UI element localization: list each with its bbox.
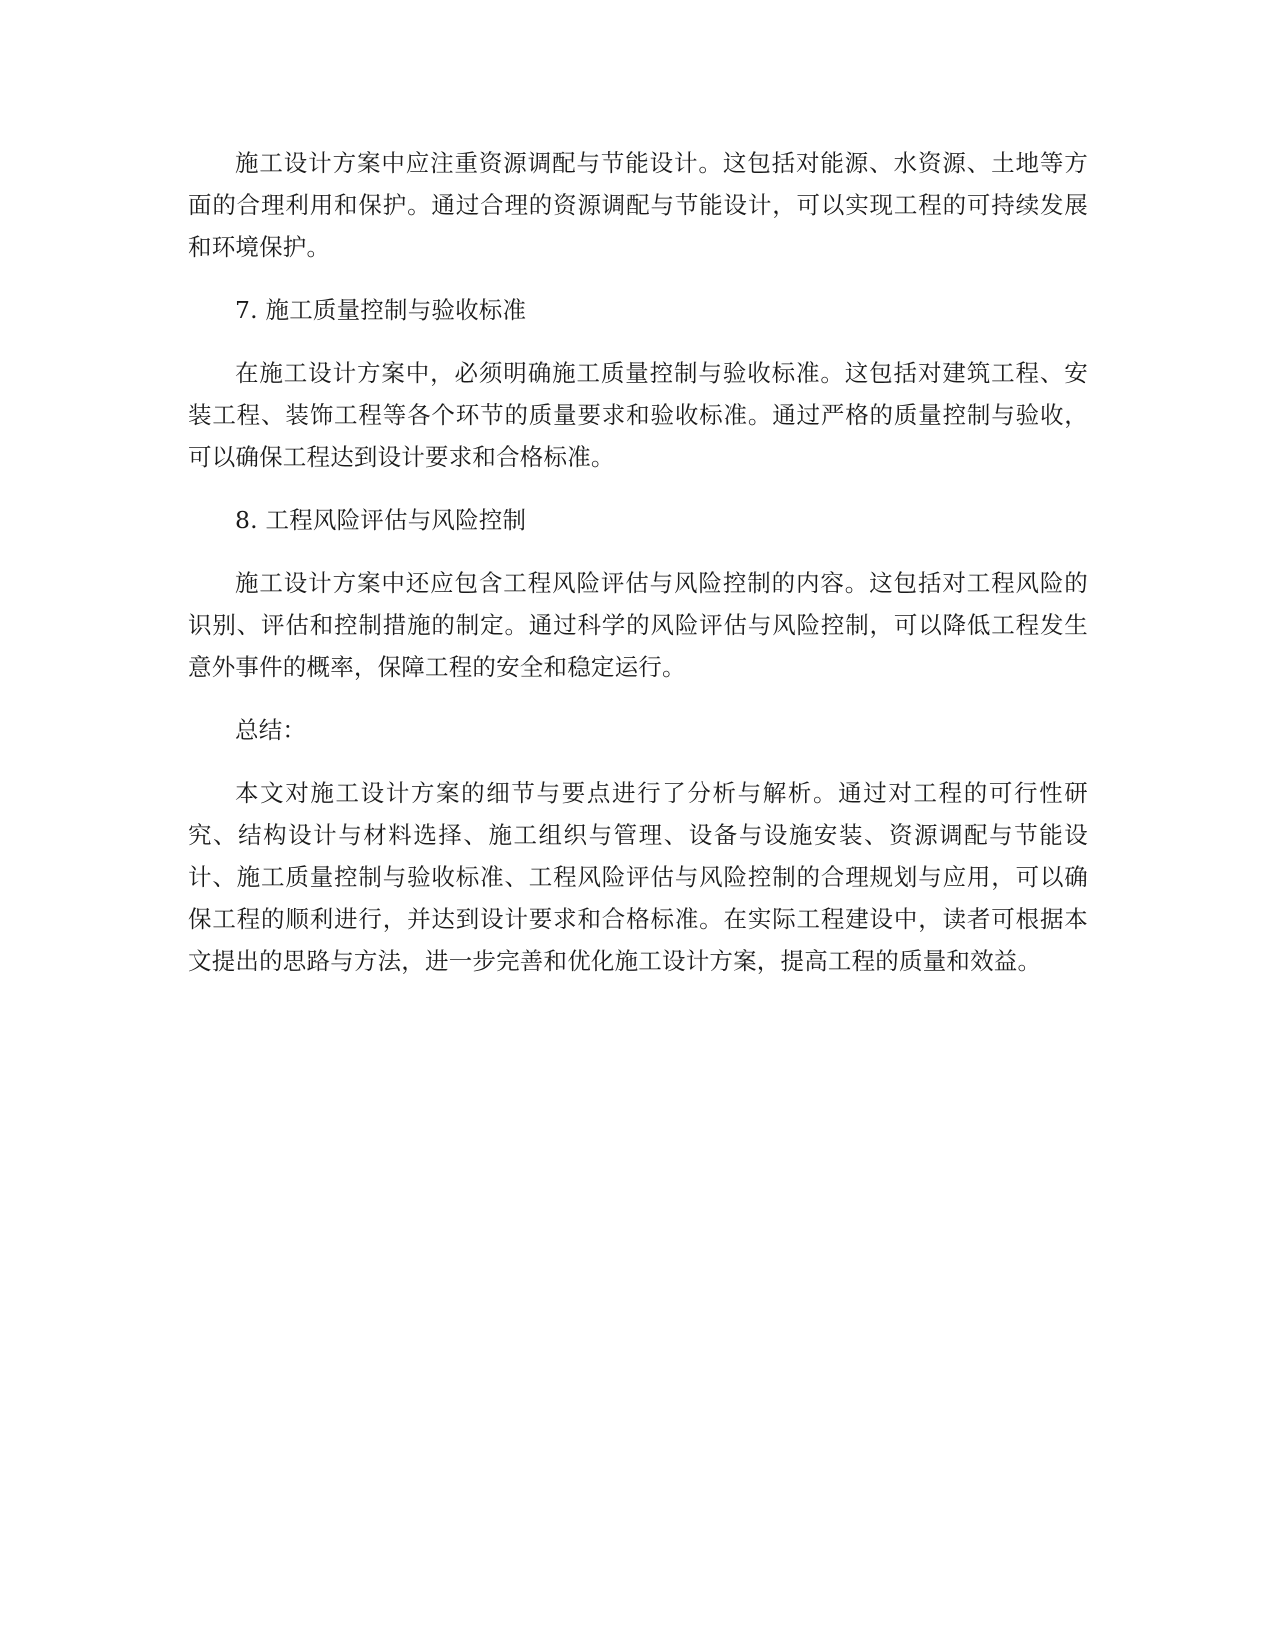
section-heading-summary: 总结： [235,716,307,744]
section-heading-quality-control: 7. 施工质量控制与验收标准 [235,296,527,324]
paragraph-risk-assessment: 施工设计方案中还应包含工程风险评估与风险控制的内容。这包括对工程风险的识别、评估和控制措施的制定。通过科学的风险评估与风险控制，可以降低工程发生意外事件的概率，保障工程的安全和稳定运行。 [188,569,1088,681]
paragraph-summary: 本文对施工设计方案的细节与要点进行了分析与解析。通过对工程的可行性研究、结构设计与材料选择、施工组织与管理、设备与设施安装、资源调配与节能设计、施工质量控制与验收标准、工程风险评估与风险控制的合理规划与应用，可以确保工程的顺利进行，并达到设计要求和合格标准。在实际工程建设中，读者可根据本文提出的思路与方法，进一步完善和优化施工设计方案，提高工程的质量和效益。 [188,779,1088,975]
document-body [188,142,1088,1003]
paragraph-quality-control: 在施工设计方案中，必须明确施工质量控制与验收标准。这包括对建筑工程、安装工程、装饰工程等各个环节的质量要求和验收标准。通过严格的质量控制与验收，可以确保工程达到设计要求和合格标准。 [188,359,1088,471]
section-heading-risk-assessment: 8. 工程风险评估与风险控制 [235,506,527,534]
paragraph-resource-energy: 施工设计方案中应注重资源调配与节能设计。这包括对能源、水资源、土地等方面的合理利用和保护。通过合理的资源调配与节能设计，可以实现工程的可持续发展和环境保护。 [188,149,1088,261]
